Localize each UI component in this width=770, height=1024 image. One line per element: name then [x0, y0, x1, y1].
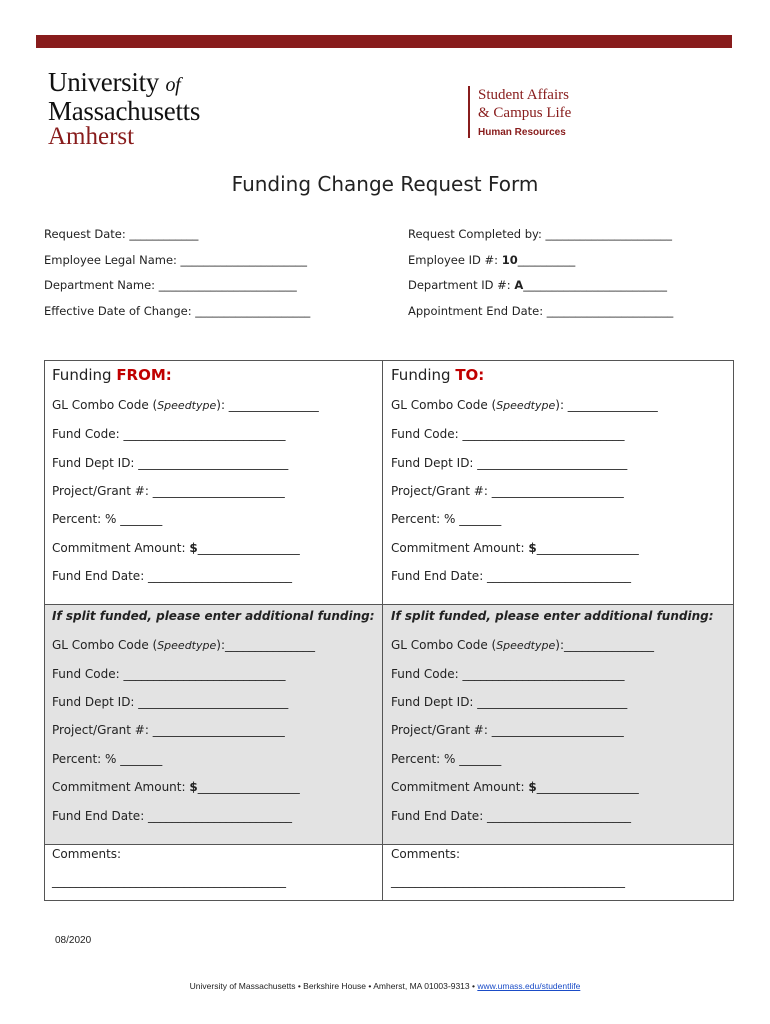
- page-footer: [0, 981, 770, 991]
- header-accent-bar: [36, 35, 732, 48]
- department-id-field[interactable]: Department ID #: A_________________________: [408, 278, 667, 292]
- from-fund-end-date-field[interactable]: Fund End Date: ________________________: [52, 569, 293, 583]
- request-completed-by-field[interactable]: Request Completed by: ______________________: [408, 227, 673, 241]
- funding-to-heading: Funding TO:: [391, 366, 485, 384]
- to-fund-dept-field[interactable]: Fund Dept ID: _________________________: [391, 456, 628, 470]
- page-title: Funding Change Request Form: [231, 172, 539, 196]
- to-split-gl-combo-field[interactable]: GL Combo Code (Speedtype):_______________: [391, 638, 654, 652]
- from-gl-combo-field[interactable]: GL Combo Code (Speedtype): _______________: [52, 398, 319, 412]
- from-project-grant-field[interactable]: Project/Grant #: ______________________: [52, 484, 285, 498]
- to-commitment-amount-field[interactable]: Commitment Amount: $_________________: [391, 541, 639, 555]
- from-split-fund-end-date-field[interactable]: Fund End Date: ________________________: [52, 809, 293, 823]
- to-gl-combo-field[interactable]: GL Combo Code (Speedtype): _______________: [391, 398, 658, 412]
- to-split-fund-end-date-field[interactable]: Fund End Date: ________________________: [391, 809, 632, 823]
- department-lockup: [478, 86, 571, 138]
- unit-name-line1: Student Affairs: [478, 87, 569, 103]
- appointment-end-date-field[interactable]: Appointment End Date: ______________________: [408, 304, 674, 318]
- funding-from-heading: Funding FROM:: [52, 366, 172, 384]
- from-comments-field[interactable]: _______________________________________: [52, 874, 286, 888]
- unit-subname: Human Resources: [478, 127, 566, 138]
- revision-date: 08/2020: [55, 935, 92, 946]
- to-split-project-grant-field[interactable]: Project/Grant #: ______________________: [391, 723, 624, 737]
- to-split-heading: If split funded, please enter additional funding:: [391, 609, 714, 623]
- to-project-grant-field[interactable]: Project/Grant #: ______________________: [391, 484, 624, 498]
- effective-date-field[interactable]: Effective Date of Change: ____________________: [44, 304, 311, 318]
- from-fund-dept-field[interactable]: Fund Dept ID: _________________________: [52, 456, 289, 470]
- from-split-heading: If split funded, please enter additional funding:: [52, 609, 375, 623]
- logo-divider: [468, 86, 470, 138]
- from-comments-label: Comments:: [52, 847, 122, 861]
- employee-legal-name-field[interactable]: Employee Legal Name: ______________________: [44, 253, 308, 267]
- to-split-fund-dept-field[interactable]: Fund Dept ID: _________________________: [391, 695, 628, 709]
- funding-table: [44, 360, 734, 901]
- column-divider: [382, 361, 383, 900]
- to-comments-label: Comments:: [391, 847, 461, 861]
- from-percent-field[interactable]: Percent: % _______: [52, 512, 163, 526]
- to-fund-code-field[interactable]: Fund Code: ___________________________: [391, 427, 625, 441]
- to-split-percent-field[interactable]: Percent: % _______: [391, 752, 502, 766]
- employee-id-field[interactable]: Employee ID #: 10__________: [408, 253, 576, 267]
- unit-name-line2: & Campus Life: [478, 105, 572, 121]
- to-split-fund-code-field[interactable]: Fund Code: ___________________________: [391, 667, 625, 681]
- request-date-field[interactable]: Request Date: ____________: [44, 227, 199, 241]
- department-name-field[interactable]: Department Name: ________________________: [44, 278, 297, 292]
- umass-amherst-logo: University of Massachusetts Amherst: [48, 67, 201, 150]
- to-split-commitment-field[interactable]: Commitment Amount: $_________________: [391, 780, 639, 794]
- to-comments-field[interactable]: _______________________________________: [391, 874, 625, 888]
- from-split-project-grant-field[interactable]: Project/Grant #: ______________________: [52, 723, 285, 737]
- footer-address: University of Massachusetts • Berkshire House • Amherst, MA 01003-9313 •: [189, 981, 478, 991]
- from-split-gl-combo-field[interactable]: GL Combo Code (Speedtype):_______________: [52, 638, 315, 652]
- from-fund-code-field[interactable]: Fund Code: ___________________________: [52, 427, 286, 441]
- to-percent-field[interactable]: Percent: % _______: [391, 512, 502, 526]
- from-split-fund-dept-field[interactable]: Fund Dept ID: _________________________: [52, 695, 289, 709]
- to-fund-end-date-field[interactable]: Fund End Date: ________________________: [391, 569, 632, 583]
- from-split-fund-code-field[interactable]: Fund Code: ___________________________: [52, 667, 286, 681]
- from-split-commitment-field[interactable]: Commitment Amount: $_________________: [52, 780, 300, 794]
- footer-website-link[interactable]: www.umass.edu/studentlife: [477, 981, 581, 991]
- from-split-percent-field[interactable]: Percent: % _______: [52, 752, 163, 766]
- from-commitment-amount-field[interactable]: Commitment Amount: $_________________: [52, 541, 300, 555]
